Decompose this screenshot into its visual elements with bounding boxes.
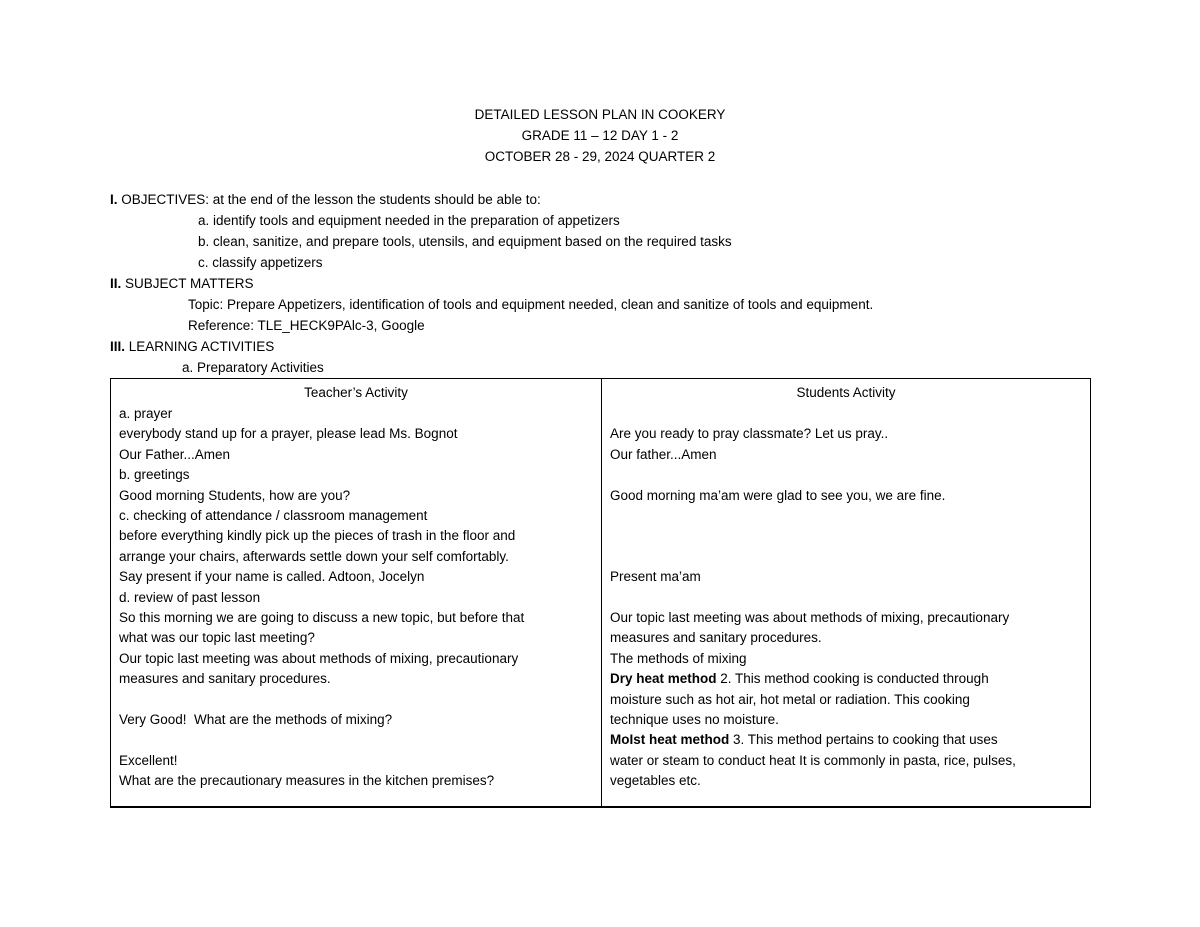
- students-activity-header: Students Activity: [796, 385, 896, 400]
- learning-activities-heading: [110, 336, 1100, 357]
- preparatory-activities-line: a. Preparatory Activities: [182, 360, 324, 375]
- students-activity-line: [610, 404, 1082, 424]
- students-activity-line: water or steam to conduct heat It is commonly in pasta, rice, pulses,: [610, 752, 1016, 768]
- teacher-activity-line: c. checking of attendance / classroom management: [119, 508, 428, 524]
- teacher-activity-line: arrange your chairs, afterwards settle down your self comfortably.: [119, 548, 509, 564]
- students-activity-line: [610, 506, 1082, 526]
- reference-line: Reference: TLE_HECK9PAlc-3, Google: [188, 318, 425, 333]
- objectives-heading-text: OBJECTIVES: at the end of the lesson the students should be able to:: [117, 192, 541, 207]
- teacher-activity-line: measures and sanitary procedures.: [119, 671, 331, 687]
- objectives-numeral: I.: [110, 192, 118, 207]
- teacher-activity-line: before everything kindly pick up the pieces of trash in the floor and: [119, 528, 516, 544]
- objectives-heading: [110, 189, 1100, 210]
- date-quarter-line: OCTOBER 28 - 29, 2024 QUARTER 2: [484, 149, 716, 164]
- teacher-activity-line: what was our topic last meeting?: [119, 630, 315, 646]
- students-activity-line: [610, 465, 1082, 485]
- learning-activities-numeral: III.: [110, 339, 126, 354]
- students-activity-line: moisture such as hot air, hot metal or radiation. This cooking: [610, 691, 970, 707]
- subject-matters-heading-text: SUBJECT MATTERS: [121, 276, 254, 291]
- grade-day-line: GRADE 11 – 12 DAY 1 - 2: [521, 128, 679, 143]
- teacher-activity-header: Teacher’s Activity: [304, 385, 408, 400]
- teacher-activity-line: Our topic last meeting was about methods of mixing, precautionary: [119, 650, 519, 666]
- teacher-activity-line: b. greetings: [119, 467, 190, 483]
- students-activity-line: Are you ready to pray classmate? Let us pray..: [610, 426, 889, 442]
- students-activity-line: vegetables etc.: [610, 773, 701, 789]
- students-activity-line: technique uses no moisture.: [610, 712, 779, 727]
- document-body: [110, 189, 1100, 378]
- learning-activities-heading-text: LEARNING ACTIVITIES: [125, 339, 275, 354]
- students-activity-line: Dry heat method 2. This method cooking is conducted through: [610, 671, 989, 687]
- students-activity-line: The methods of mixing: [610, 650, 747, 666]
- teacher-activity-line: Our Father...Amen: [119, 446, 231, 462]
- teacher-activity-line: a. prayer: [119, 406, 173, 421]
- teacher-activity-line: So this morning we are going to discuss a new topic, but before that: [119, 610, 525, 626]
- teacher-activity-lines: [119, 404, 593, 792]
- students-activity-column: [602, 379, 1090, 806]
- activity-table: [110, 378, 1091, 808]
- subject-matters-heading: [110, 273, 1100, 294]
- students-activity-line: Our father...Amen: [610, 446, 717, 462]
- students-activity-lines: [610, 404, 1082, 792]
- document-title: DETAILED LESSON PLAN IN COOKERY: [474, 107, 726, 122]
- teacher-activity-line: What are the precautionary measures in the kitchen premises?: [119, 773, 495, 789]
- students-activity-line: Our topic last meeting was about methods of mixing, precautionary: [610, 609, 1010, 625]
- students-activity-line: [610, 588, 1082, 608]
- objective-item-b: b. clean, sanitize, and prepare tools, utensils, and equipment based on the required tasks: [198, 234, 732, 249]
- teacher-activity-column: [111, 379, 602, 806]
- document-title-block: [0, 0, 1200, 167]
- students-activity-line: Present ma’am: [610, 569, 701, 585]
- topic-line: Topic: Prepare Appetizers, identification of tools and equipment needed, clean and sanitize of tools and equipment.: [188, 297, 874, 312]
- teacher-activity-line: Very Good! What are the methods of mixing?: [119, 712, 393, 728]
- teacher-activity-line: everybody stand up for a prayer, please lead Ms. Bognot: [119, 426, 458, 442]
- students-activity-line: MoIst heat method 3. This method pertains to cooking that uses: [610, 732, 998, 748]
- teacher-activity-line: Good morning Students, how are you?: [119, 487, 351, 503]
- students-activity-line: measures and sanitary procedures.: [610, 630, 822, 646]
- teacher-activity-line: [119, 730, 593, 750]
- students-activity-line: Good morning ma’am were glad to see you, we are fine.: [610, 487, 946, 503]
- teacher-activity-line: d. review of past lesson: [119, 589, 261, 605]
- students-activity-line: [610, 526, 1082, 546]
- subject-matters-numeral: II.: [110, 276, 122, 291]
- objective-item-a: a. identify tools and equipment needed in the preparation of appetizers: [198, 213, 620, 228]
- teacher-activity-line: [119, 690, 593, 710]
- teacher-activity-line: Say present if your name is called. Adtoon, Jocelyn: [119, 569, 425, 585]
- teacher-activity-line: Excellent!: [119, 752, 178, 768]
- objective-item-c: c. classify appetizers: [198, 255, 323, 270]
- students-activity-line: [610, 547, 1082, 567]
